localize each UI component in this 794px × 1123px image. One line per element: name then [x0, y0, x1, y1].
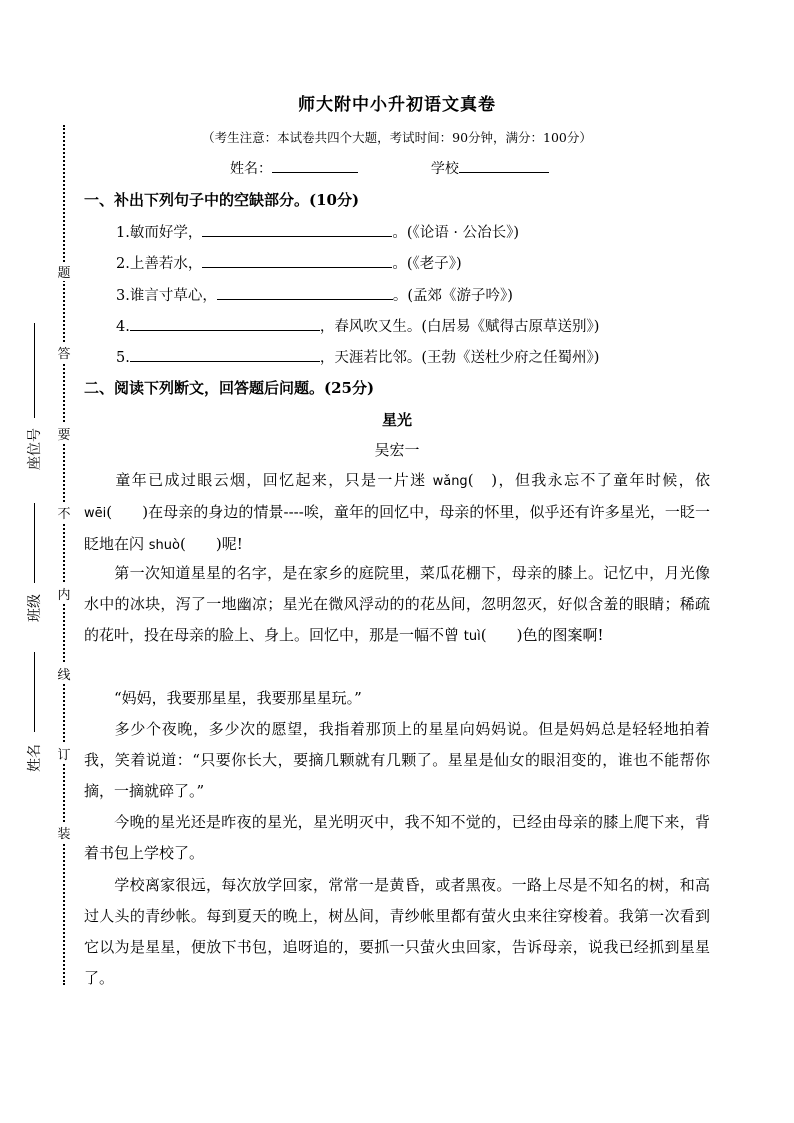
answer-blank[interactable]	[202, 222, 392, 237]
school-field[interactable]	[459, 158, 549, 173]
paragraph-1: 童年已成过眼云烟，回忆起来，只是一片迷 wǎng( )，但我永忘不了童年时候，依wēi( )在母亲的身边的情景----唉，童年的回忆中，母亲的怀里，似乎还有许多星光，一眨一眨地在闪 shuò( )呢!	[84, 471, 710, 553]
pinyin-prompt: shuò	[148, 538, 180, 553]
seal-char: 订	[56, 744, 72, 763]
binding-dotted-line	[63, 125, 65, 985]
student-info-row	[230, 158, 549, 178]
paragraph-3: “妈妈，我要那星星，我要那星星玩。”	[114, 689, 362, 707]
class-label: 班级	[27, 594, 43, 622]
seal-char: 题	[56, 262, 72, 281]
seal-char: 答	[56, 343, 72, 362]
question-item: 3.谁言寸草心， 。(孟郊《游子吟》)	[116, 284, 513, 305]
question-item: 4. ，春风吹又生。(白居易《赋得古原草送别》)	[116, 315, 599, 336]
paragraph-6: 学校离家很远，每次放学回家，常常一是黄昏，或者黑夜。一路上尽是不知名的树，和高过人头的青纱帐。每到夏天的晚上，树丛间，青纱帐里都有萤火虫来往穿梭着。我第一次看到它以为是星星，便放下书包，追呀追的，要抓一只萤火虫回家，告诉母亲，说我已经抓到星星了。	[84, 876, 710, 987]
paragraph-5: 今晚的星光还是昨夜的星光，星光明灭中，我不知不觉的，已经由母亲的膝上爬下来，背着书包上学校了。	[84, 813, 710, 862]
question-item: 2.上善若水， 。(《老子》)	[116, 252, 462, 273]
school-label: 学校	[430, 161, 459, 177]
answer-blank[interactable]	[130, 316, 320, 331]
section-1-heading: 一、补出下列句子中的空缺部分。(10分)	[84, 191, 360, 209]
pinyin-prompt: wǎng	[432, 474, 468, 489]
question-item: 5. ，天涯若比邻。(王勃《送杜少府之任蜀州》)	[116, 346, 599, 367]
seal-char: 不	[56, 503, 72, 522]
article-author: 吴宏一	[374, 441, 420, 459]
exam-notice: （考生注意：本试卷共四个大题，考试时间：90分钟，满分：100分）	[202, 130, 592, 145]
class-line[interactable]	[34, 503, 35, 583]
question-item: 1.敏而好学， 。(《论语 · 公冶长》)	[116, 221, 519, 242]
article-title: 星光	[381, 411, 412, 429]
paragraph-2: 第一次知道星星的名字，是在家乡的庭院里，菜瓜花棚下，母亲的膝上。记忆中，月光像水中的冰块，泻了一地幽凉；星光在微风浮动的的花丛间，忽明忽灭，好似含羞的眼睛；稀疏的花叶，投在母亲的脸上、身上。回忆中，那是一幅不曾 tuì( )色的图案啊!	[84, 564, 710, 644]
name-field[interactable]	[272, 158, 358, 173]
seal-char: 线	[56, 664, 72, 683]
pinyin-prompt: tuì	[463, 629, 481, 644]
name-line-side[interactable]	[34, 652, 35, 732]
seal-char: 要	[56, 424, 72, 443]
answer-blank[interactable]	[202, 253, 392, 268]
seal-char: 内	[56, 584, 72, 603]
answer-blank[interactable]	[130, 347, 320, 362]
page-title: 师大附中小升初语文真卷	[298, 95, 496, 115]
seat-number-line[interactable]	[34, 323, 35, 418]
paragraph-4: 多少个夜晚，多少次的愿望，我指着那顶上的星星向妈妈说。但是妈妈总是轻轻地拍着我，笑着说道：“只要你长大，要摘几颗就有几颗了。星星是仙女的眼泪变的，谁也不能帮你摘，一摘就碎了。”	[84, 720, 710, 800]
answer-blank[interactable]	[217, 285, 393, 300]
name-label-side: 姓名	[27, 744, 43, 772]
seat-number-label: 座位号	[27, 428, 43, 470]
name-label: 姓名：	[230, 161, 272, 177]
seal-char: 装	[56, 823, 72, 842]
pinyin-prompt: wēi	[84, 506, 107, 521]
section-2-heading: 二、阅读下列断文，回答题后问题。(25分)	[84, 379, 375, 397]
